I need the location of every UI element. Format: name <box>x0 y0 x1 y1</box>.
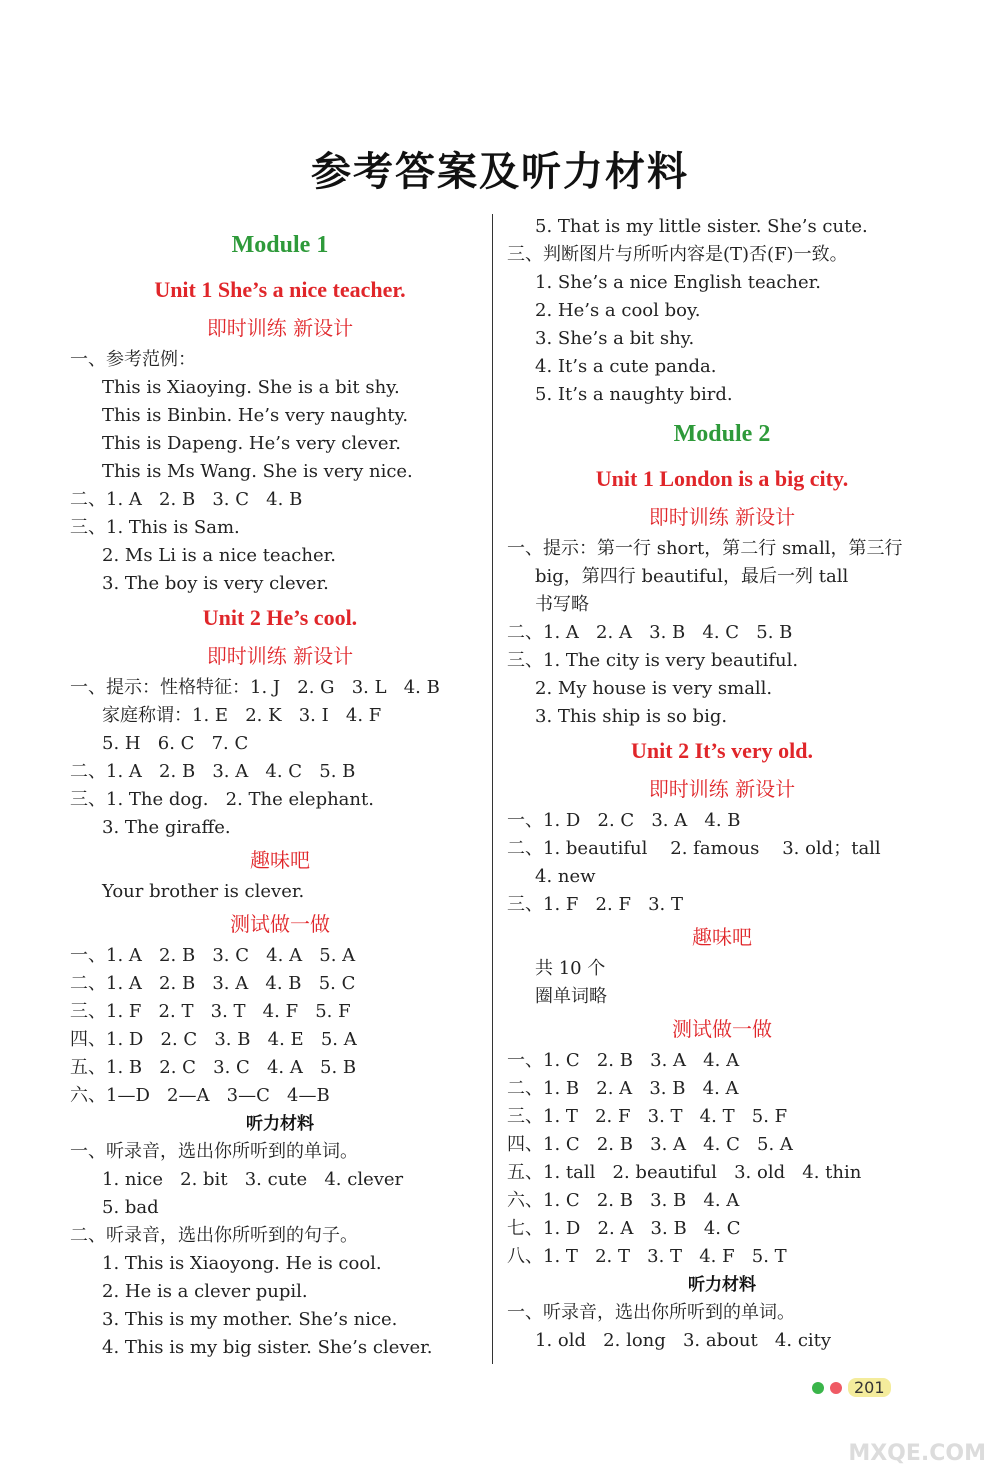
answer-line: 4. new <box>535 866 596 887</box>
answer-line: 五、1. tall 2. beautiful 3. old 4. thin <box>507 1162 862 1183</box>
answer-line: 3. She’s a bit shy. <box>535 328 695 349</box>
answer-line: 一、提示：性格特征：1. J 2. G 3. L 4. B <box>70 677 440 698</box>
answer-line: 二、1. B 2. A 3. B 4. A <box>507 1078 739 1099</box>
answer-line: 三、1. F 2. T 3. T 4. F 5. F <box>70 1001 351 1022</box>
answer-line: 5. That is my little sister. She’s cute. <box>535 216 868 237</box>
answer-line: 三、1. The dog. 2. The elephant. <box>70 789 374 810</box>
unit-heading: Unit 2 He’s cool. <box>202 605 358 630</box>
answer-line: 一、听录音，选出你所听到的单词。 <box>507 1302 795 1323</box>
answer-line: This is Binbin. He’s very naughty. <box>102 405 409 426</box>
listening-heading: 听力材料 <box>688 1275 756 1295</box>
answer-line: 二、1. A 2. B 3. A 4. C 5. B <box>70 761 356 782</box>
answer-line: This is Ms Wang. She is very nice. <box>102 461 413 482</box>
answer-line: 1. This is Xiaoyong. He is cool. <box>102 1253 382 1274</box>
answer-line: 一、1. D 2. C 3. A 4. B <box>507 810 741 831</box>
unit-heading: Unit 1 London is a big city. <box>595 466 849 491</box>
answer-line: 5. bad <box>102 1197 159 1218</box>
answer-line: 2. He’s a cool boy. <box>535 300 701 321</box>
answer-line: 4. This is my big sister. She’s clever. <box>102 1337 433 1358</box>
watermark: MXQE.COM <box>848 1441 986 1466</box>
green-dot-icon <box>812 1382 824 1394</box>
answer-line: 五、1. B 2. C 3. C 4. A 5. B <box>70 1057 357 1078</box>
right-column <box>507 213 937 1355</box>
answer-line: big，第四行 beautiful，最后一列 tall <box>535 566 849 587</box>
answer-line: 5. It’s a naughty bird. <box>535 384 733 405</box>
answer-line: 二、1. A 2. A 3. B 4. C 5. B <box>507 622 793 643</box>
answer-line: 圈单词略 <box>535 986 607 1007</box>
answer-line: 八、1. T 2. T 3. T 4. F 5. T <box>507 1246 787 1267</box>
answer-line: 2. Ms Li is a nice teacher. <box>102 545 336 566</box>
answer-line: 三、1. The city is very beautiful. <box>507 650 799 671</box>
answer-line: 2. My house is very small. <box>535 678 773 699</box>
answer-line: 三、判断图片与所听内容是(T)否(F)一致。 <box>507 244 848 265</box>
section-heading: 即时训练 新设计 <box>206 644 354 668</box>
answer-line: This is Xiaoying. She is a bit shy. <box>102 377 400 398</box>
answer-line: 书写略 <box>535 594 589 615</box>
listening-heading: 听力材料 <box>246 1114 314 1134</box>
answer-line: 一、参考范例： <box>70 349 196 370</box>
answer-line: 4. It’s a cute panda. <box>535 356 717 377</box>
answer-line: 1. old 2. long 3. about 4. city <box>535 1330 832 1351</box>
module-heading: Module 2 <box>673 421 771 447</box>
section-heading: 测试做一做 <box>230 912 330 936</box>
answer-line: 二、1. A 2. B 3. A 4. B 5. C <box>70 973 356 994</box>
page-number: 201 <box>848 1378 891 1397</box>
answer-line: 5. H 6. C 7. C <box>102 733 249 754</box>
answer-line: 家庭称谓：1. E 2. K 3. I 4. F <box>102 705 382 726</box>
answer-line: 三、1. This is Sam. <box>70 517 240 538</box>
answer-line: 二、1. A 2. B 3. C 4. B <box>70 489 303 510</box>
section-heading: 即时训练 新设计 <box>648 505 796 529</box>
column-divider <box>492 214 493 1364</box>
answer-line: 2. He is a clever pupil. <box>102 1281 308 1302</box>
module-heading: Module 1 <box>231 232 329 258</box>
left-column <box>70 220 490 1362</box>
red-dot-icon <box>830 1382 842 1394</box>
answer-line: 1. She’s a nice English teacher. <box>535 272 822 293</box>
answer-line: 3. This ship is so big. <box>535 706 728 727</box>
answer-line: 一、听录音，选出你所听到的单词。 <box>70 1141 358 1162</box>
answer-line: 二、1. beautiful 2. famous 3. old；tall <box>507 838 881 859</box>
unit-heading: Unit 1 She’s a nice teacher. <box>154 277 406 302</box>
page-footer <box>812 1378 891 1397</box>
answer-line: Your brother is clever. <box>102 881 305 902</box>
answer-line: 一、提示：第一行 short，第二行 small，第三行 <box>507 538 903 559</box>
answer-line: 三、1. T 2. F 3. T 4. T 5. F <box>507 1106 788 1127</box>
section-heading: 即时训练 新设计 <box>206 316 354 340</box>
answer-line: 三、1. F 2. F 3. T <box>507 894 684 915</box>
answer-line: 六、1. C 2. B 3. B 4. A <box>507 1190 740 1211</box>
answer-line: 一、1. A 2. B 3. C 4. A 5. A <box>70 945 356 966</box>
section-heading: 趣味吧 <box>692 925 752 949</box>
answer-line: 3. The boy is very clever. <box>102 573 329 594</box>
answer-line: 七、1. D 2. A 3. B 4. C <box>507 1218 741 1239</box>
answer-line: 一、1. C 2. B 3. A 4. A <box>507 1050 740 1071</box>
answer-line: 共 10 个 <box>535 958 606 979</box>
answer-line: 二、听录音，选出你所听到的句子。 <box>70 1225 358 1246</box>
section-heading: 趣味吧 <box>250 848 310 872</box>
answer-line: 六、1—D 2—A 3—C 4—B <box>70 1085 330 1106</box>
section-heading: 测试做一做 <box>672 1017 772 1041</box>
answer-line: 四、1. C 2. B 3. A 4. C 5. A <box>507 1134 793 1155</box>
answer-line: 四、1. D 2. C 3. B 4. E 5. A <box>70 1029 357 1050</box>
answer-line: 1. nice 2. bit 3. cute 4. clever <box>102 1169 404 1190</box>
unit-heading: Unit 2 It’s very old. <box>631 738 813 763</box>
answer-line: 3. The giraffe. <box>102 817 231 838</box>
answer-line: 3. This is my mother. She’s nice. <box>102 1309 398 1330</box>
section-heading: 即时训练 新设计 <box>648 777 796 801</box>
page-title: 参考答案及听力材料 <box>311 149 689 195</box>
answer-line: This is Dapeng. He’s very clever. <box>102 433 401 454</box>
